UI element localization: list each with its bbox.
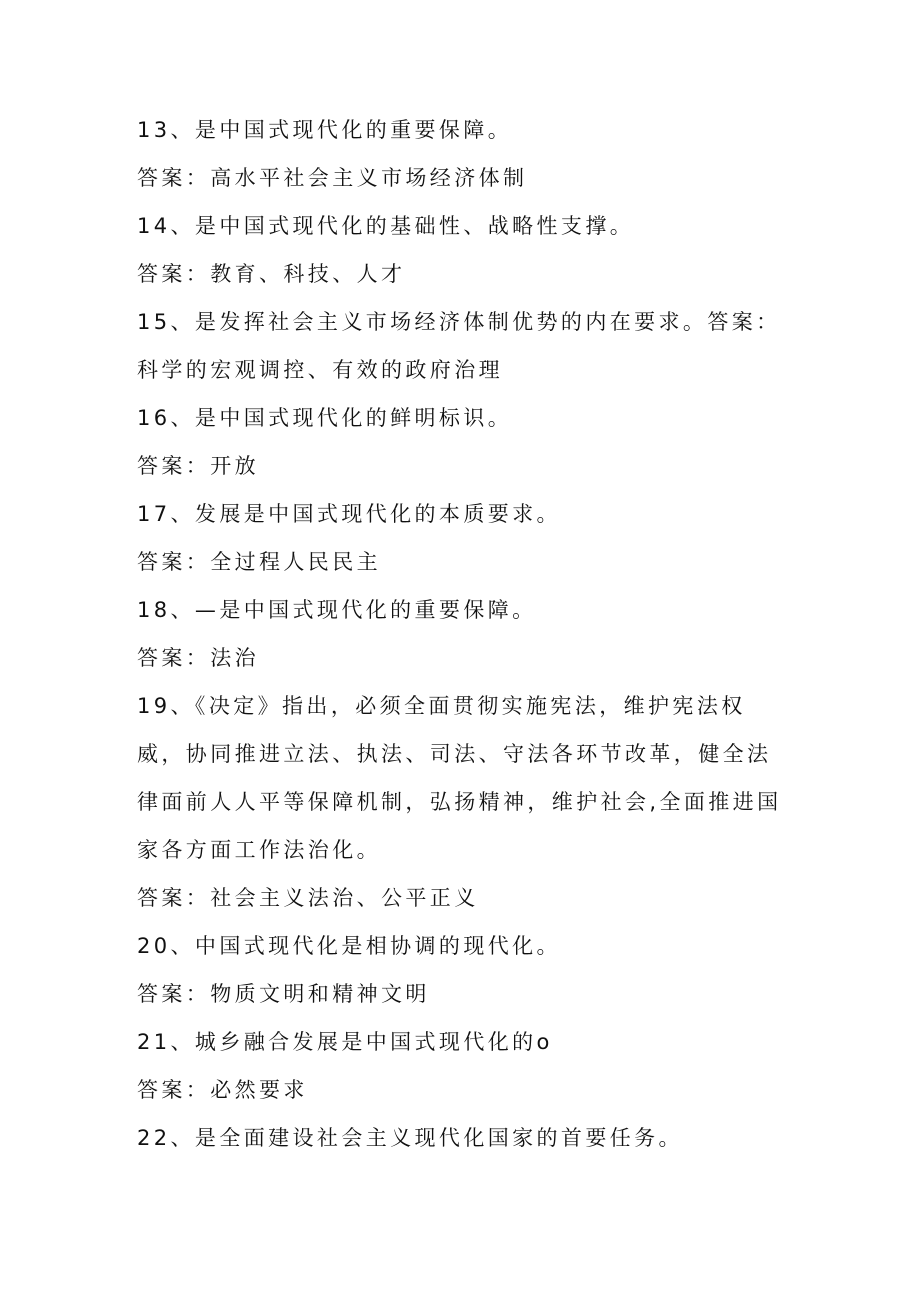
answer-19: 答案：社会主义法治、公平正义 <box>137 886 479 910</box>
answer-21: 答案：必然要求 <box>137 1078 308 1102</box>
question-14: 14、是中国式现代化的基础性、战略性支撑。 <box>137 214 635 238</box>
question-18: 18、—是中国式现代化的重要保障。 <box>137 598 537 622</box>
answer-17: 答案：全过程人民民主 <box>137 550 381 574</box>
answer-16: 答案：开放 <box>137 454 259 478</box>
question-17: 17、发展是中国式现代化的本质要求。 <box>137 502 561 526</box>
question-13: 13、是中国式现代化的重要保障。 <box>137 118 513 142</box>
answer-14: 答案：教育、科技、人才 <box>137 262 406 286</box>
question-21: 21、城乡融合发展是中国式现代化的o <box>137 1030 553 1054</box>
question-22: 22、是全面建设社会主义现代化国家的首要任务。 <box>137 1126 683 1150</box>
answer-18: 答案：法治 <box>137 646 259 670</box>
question-16: 16、是中国式现代化的鲜明标识。 <box>137 406 513 430</box>
question-15-with-answer: 15、是发挥社会主义市场经济体制优势的内在要求。答案：科学的宏观调控、有效的政府治理 <box>137 310 781 382</box>
document-body <box>137 106 787 1162</box>
answer-13: 答案：高水平社会主义市场经济体制 <box>137 166 528 190</box>
question-20: 20、中国式现代化是相协调的现代化。 <box>137 934 561 958</box>
question-19: 19、《决定》指出，必须全面贯彻实施宪法，维护宪法权威，协同推进立法、执法、司法、守法各环节改革，健全法律面前人人平等保障机制，弘扬精神，维护社会,全面推进国家各方面工作法治化。 <box>137 694 782 862</box>
answer-20: 答案：物质文明和精神文明 <box>137 982 430 1006</box>
